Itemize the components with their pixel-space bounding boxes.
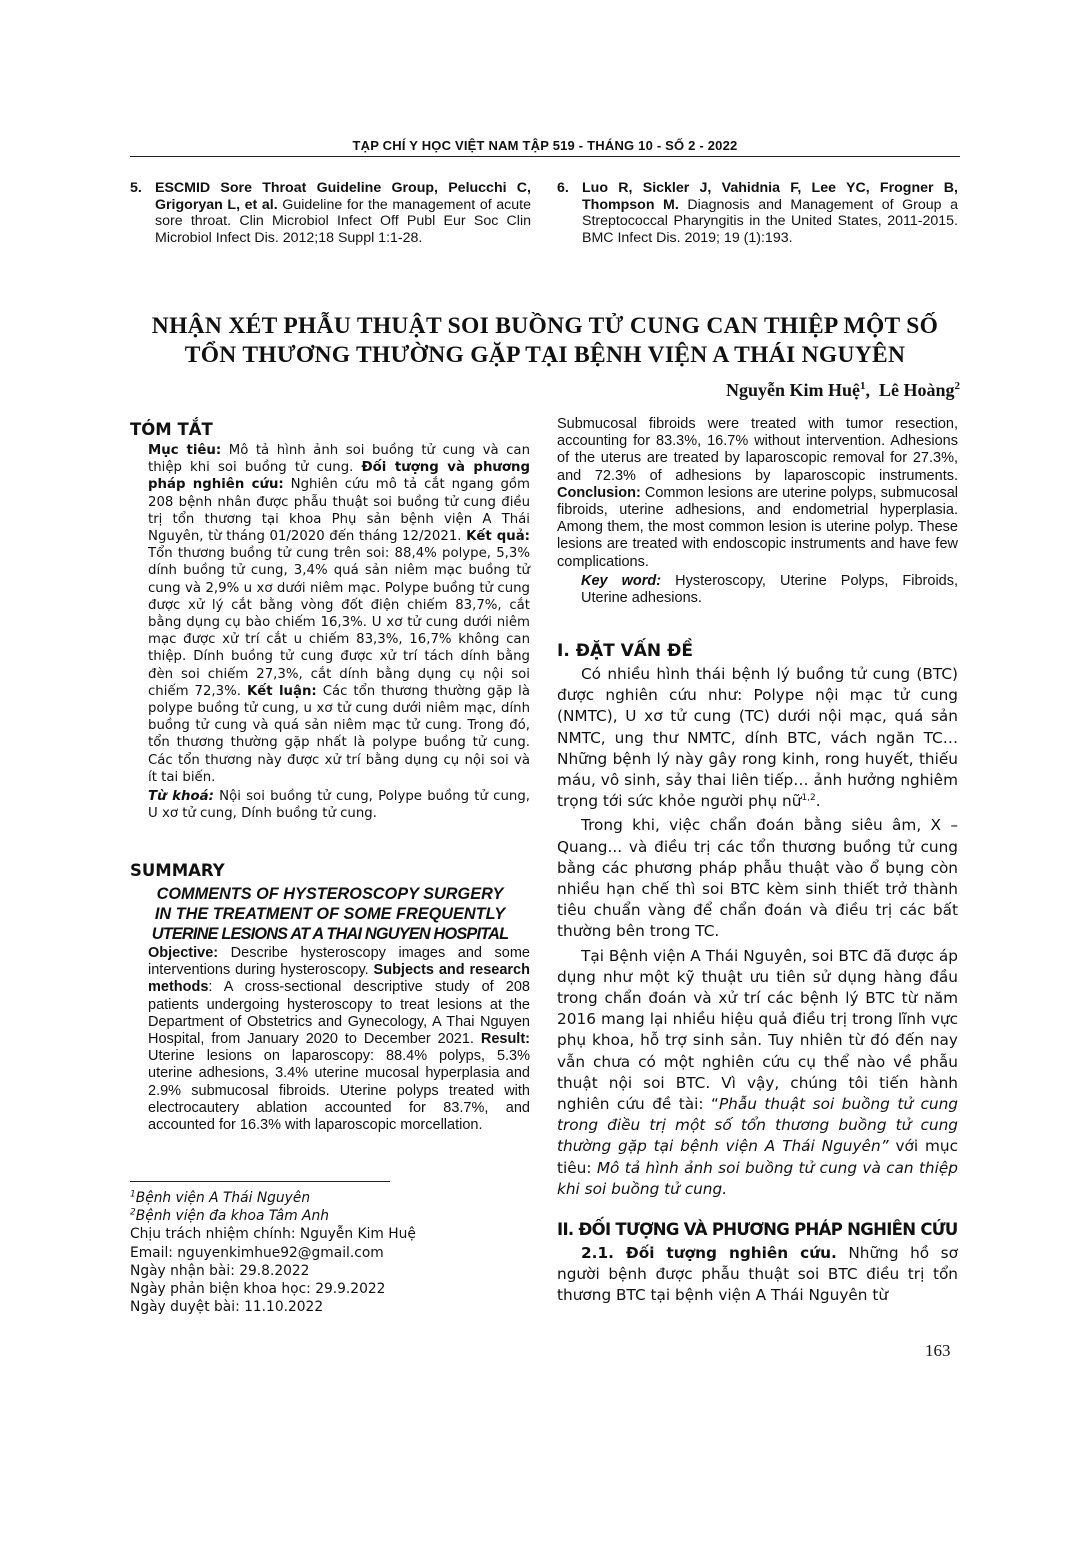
citation-marker: 1,2 — [801, 793, 816, 804]
summary-title-line-2: IN THE TREATMENT OF SOME FREQUENTLY — [154, 905, 506, 923]
abstract-vi-body — [130, 442, 530, 822]
reference-text: Diagnosis and Management of Group a Streptococcal Pharyngitis in the United States, 2011-2015. BMC Infect Dis. 2019; 19 (1):193. — [582, 196, 958, 246]
section-1-paragraph — [557, 946, 958, 1200]
keywords-vi-text: Nội soi buồng tử cung, Polype buồng tử cung, U xơ tử cung, Dính buồng tử cung. — [148, 789, 530, 822]
author-1: Nguyễn Kim Huệ — [725, 380, 860, 400]
section-1-paragraph — [557, 664, 958, 812]
affiliation-marker: 1 — [130, 1189, 136, 1200]
summary-title-line-1: COMMENTS OF HYSTEROSCOPY SURGERY — [156, 885, 504, 903]
summary-text: : A cross-sectional descriptive study of 208 patients undergoing hysteroscopy to treat lesions at the Department of Obstetrics and Gynecology, A Thai Nguyen Hospital, from January 2020 to December 2021. — [148, 979, 530, 1048]
reference-text: Guideline for the management of acute sore throat. Clin Microbiol Infect Off Publ Eur Soc Clin Microbiol Infect Dis. 2012;18 Suppl 1:1-28. — [155, 196, 531, 246]
reference-number: 5. — [130, 180, 142, 196]
abstract-vi-text: Các tổn thương thường gặp là polype buồng tử cung, u xơ tử cung dưới niêm mạc, dính buồng tử cung và quá sản niêm mạc tử cung. Trong đó, tổn thương thường gặp nhất là polype buồng tử cung. Các tổn thương này được xử trí bằng dụng cụ nội soi và ít tai biến. — [148, 683, 530, 785]
reference-authors: Luo R, Sickler J, Vahidnia F, Lee YC, Frogner B, Thompson M. — [582, 180, 958, 213]
section-1-body — [557, 664, 958, 1200]
paragraph-text: Tại Bệnh viện A Thái Nguyên, soi BTC đã được áp dụng như một kỹ thuật ưu tiên sử dụng hàng đầu trong chẩn đoán và xử trí các bệnh lý BTC từ năm 2016 mang lại nhiều hiệu quả điều trị trong lĩnh vực phụ khoa, hỗ trợ sinh sản. Tuy nhiên từ đó đến nay vẫn chưa có một nghiên cứu cụ thể nào về phẫu thuật nội soi BTC. Vì vậy, chúng tôi tiến hành nghiên cứu đề tài: “ — [557, 946, 958, 1114]
abstract-vi-heading: TÓM TẮT — [130, 420, 213, 439]
abstract-vi-text: Nghiên cứu mô tả cắt ngang gồm 208 bệnh nhân được phẫu thuật soi buồng tử cung điều trị tổn thương tại khoa Phụ sản bệnh viện A Thái Nguyên, từ tháng 01/2020 đến tháng 12/2021. — [148, 477, 531, 545]
keywords-vi — [130, 788, 530, 822]
label-objective-vi: Mục tiêu: — [148, 443, 222, 458]
summary-body — [130, 945, 530, 1134]
label-objective-en: Objective: — [148, 945, 219, 961]
label-conclusion-vi: Kết luận: — [246, 683, 317, 699]
summary-text: Uterine lesions on laparoscopy: 88.4% polyps, 5.3% uterine adhesions, 3.4% uterine mucosal hyperplasia and 2.9% submucosal fibroids. Uterine polyps treated with electrocautery ablation accounted for 83.7%, and accounted for 16.3% with laparoscopic morcellation. — [148, 1048, 530, 1134]
summary-text: Common lesions are uterine polyps, submucosal fibroids, uterine adhesions, and endometrial hyperplasia. Among them, the most common lesion is uterine polyp. These lesions are treated with endoscopic instruments and have few complications. — [557, 484, 958, 570]
label-methods-vi: Đối tượng và phương pháp nghiên cứu: — [148, 460, 530, 493]
summary-text: Submucosal fibroids were treated with tumor resection, accounting for 83.3%, 16.7% without intervention. Adhesions of the uterus are treated by laparoscopic removal for 27.3%, and 72.3% of adhesions by laparoscopic instruments. — [557, 416, 958, 484]
reference-6 — [557, 180, 958, 246]
author-2: Lê Hoàng — [878, 380, 955, 400]
keywords-vi-label: Từ khoá: — [148, 789, 214, 805]
section-1-heading: I. ĐẶT VẤN ĐỀ — [557, 641, 693, 661]
affiliation-1: Bệnh viện A Thái Nguyên — [135, 1190, 311, 1206]
reference-authors: ESCMID Sore Throat Guideline Group, Pelucchi C, Grigoryan L, et al. — [155, 180, 531, 213]
paragraph-text: Những hồ sơ người bệnh được phẫu thuật soi BTC điều trị tổn thương BTC tại bệnh viện A Thái Nguyên từ — [557, 1244, 958, 1305]
label-methods-en: Subjects and research methods — [148, 962, 530, 996]
footnotes — [130, 1189, 530, 1316]
date-received: Ngày nhận bài: 29.8.2022 — [130, 1262, 310, 1279]
section-1-paragraph: Trong khi, việc chẩn đoán bằng siêu âm, X – Quang... và điều trị các tổn thương buồng tử cung bằng các phương pháp phẫu thuật vào ổ bụng còn nhiều hạn chế thì soi BTC kèm sinh thiết trở thành tiêu chuẩn vàng để chẩn đoán và điều trị các bất thường bên trong TC. — [557, 816, 958, 941]
contact-email: Email: nguyenkimhue92@gmail.com — [130, 1244, 384, 1261]
journal-header: TẠP CHÍ Y HỌC VIỆT NAM TẬP 519 - THÁNG 10 - SỐ 2 - 2022 — [352, 138, 738, 153]
responsible-author: Chịu trách nhiệm chính: Nguyễn Kim Huệ — [130, 1226, 416, 1243]
date-accepted: Ngày duyệt bài: 11.10.2022 — [130, 1299, 324, 1316]
paragraph-text: với mục tiêu: — [557, 1137, 958, 1177]
page-number: 163 — [925, 1341, 951, 1360]
label-results-vi: Kết quả: — [466, 529, 530, 545]
summary-text: Describe hysteroscopy images and some interventions during hysteroscopy. — [148, 945, 530, 979]
reference-5 — [130, 180, 531, 246]
label-result-en: Result: — [480, 1031, 530, 1048]
author-line: Nguyễn Kim Huệ$^1$, Lê Hoàng$^2$ — [725, 380, 960, 400]
summary-heading: SUMMARY — [130, 861, 225, 880]
summary-body-continued — [557, 416, 958, 607]
subsection-2-1-label: 2.1. Đối tượng nghiên cứu. — [581, 1244, 837, 1262]
section-2-body — [557, 1243, 958, 1307]
summary-title — [130, 884, 530, 944]
paragraph-text: Có nhiều hình thái bệnh lý buồng tử cung (BTC) được nghiên cứu như: Polype nội mạc tử cung (NMTC), U xơ tử cung (TC) dưới nội mạc, quá sản NMTC, ung thư NMTC, dính BTC, vách ngăn TC… Những bệnh lý này gây rong kinh, rong huyết, thiếu máu, vô sinh, sảy thai liên tiếp… ảnh hưởng nghiêm trọng tới sức khỏe người phụ nữ — [557, 665, 958, 811]
affiliation-marker: 2 — [130, 1207, 136, 1218]
summary-title-line-3: UTERINE LESIONS AT A THAI NGUYEN HOSPITAL — [151, 925, 509, 943]
paragraph-italic: Phẫu thuật soi buồng tử cung trong điều trị một số tổn thương buồng tử cung thường gặp tại bệnh viện A Thái Nguyên” — [557, 1095, 958, 1156]
title-line-1: NHẬN XÉT PHẪU THUẬT SOI BUỒNG TỬ CUNG CAN THIỆP MỘT SỐ — [151, 313, 939, 339]
date-reviewed: Ngày phản biện khoa học: 29.9.2022 — [130, 1281, 386, 1298]
author-1-affiliation: 1 — [859, 380, 866, 392]
reference-number: 6. — [557, 180, 569, 196]
keywords-en — [557, 573, 958, 607]
keywords-en-text: Hysteroscopy, Uterine Polyps, Fibroids, Uterine adhesions. — [581, 572, 959, 607]
paragraph-italic: Mô tả hình ảnh soi buồng tử cung và can thiệp khi soi buồng tử cung. — [557, 1158, 959, 1198]
abstract-vi-text: Tổn thương buồng tử cung trên soi: 88,4% polype, 5,3% dính buồng tử cung, 3,4% quá sản niêm mạc buồng tử cung và 2,9% u xơ dưới niêm mạc. Polype buồng tử cung được xử lý cắt bằng vòng đốt điện chiếm 83,7%, cắt bằng dụng cụ bào chiếm 16,3%. U xơ tử cung dưới niêm mạc được xử trí cắt u chiếm 83,3%, 16,7% không can thiệp. Dính buồng tử cung được xử trí tách dính bằng đèn soi chiếm 27,3%, cắt dính bằng dụng cụ nội soi chiếm 72,3%. — [148, 546, 530, 699]
footnote-rule — [130, 1181, 390, 1182]
label-conclusion-en: Conclusion: — [557, 484, 641, 501]
header-rule — [130, 156, 960, 157]
section-2-heading: II. ĐỐI TƯỢNG VÀ PHƯƠNG PHÁP NGHIÊN CỨU — [557, 1220, 958, 1239]
title-line-2: TỔN THƯƠNG THƯỜNG GẶP TẠI BỆNH VIỆN A THÁI NGUYÊN — [184, 342, 906, 368]
affiliation-2: Bệnh viện đa khoa Tâm Anh — [135, 1208, 329, 1225]
abstract-vi-text: Mô tả hình ảnh soi buồng tử cung và can thiệp khi soi buồng tử cung. — [148, 443, 530, 476]
article-title — [130, 312, 960, 370]
author-2-affiliation: 2 — [954, 380, 960, 392]
paragraph-text: . — [815, 792, 821, 811]
keywords-en-label: Key word: — [581, 572, 662, 589]
